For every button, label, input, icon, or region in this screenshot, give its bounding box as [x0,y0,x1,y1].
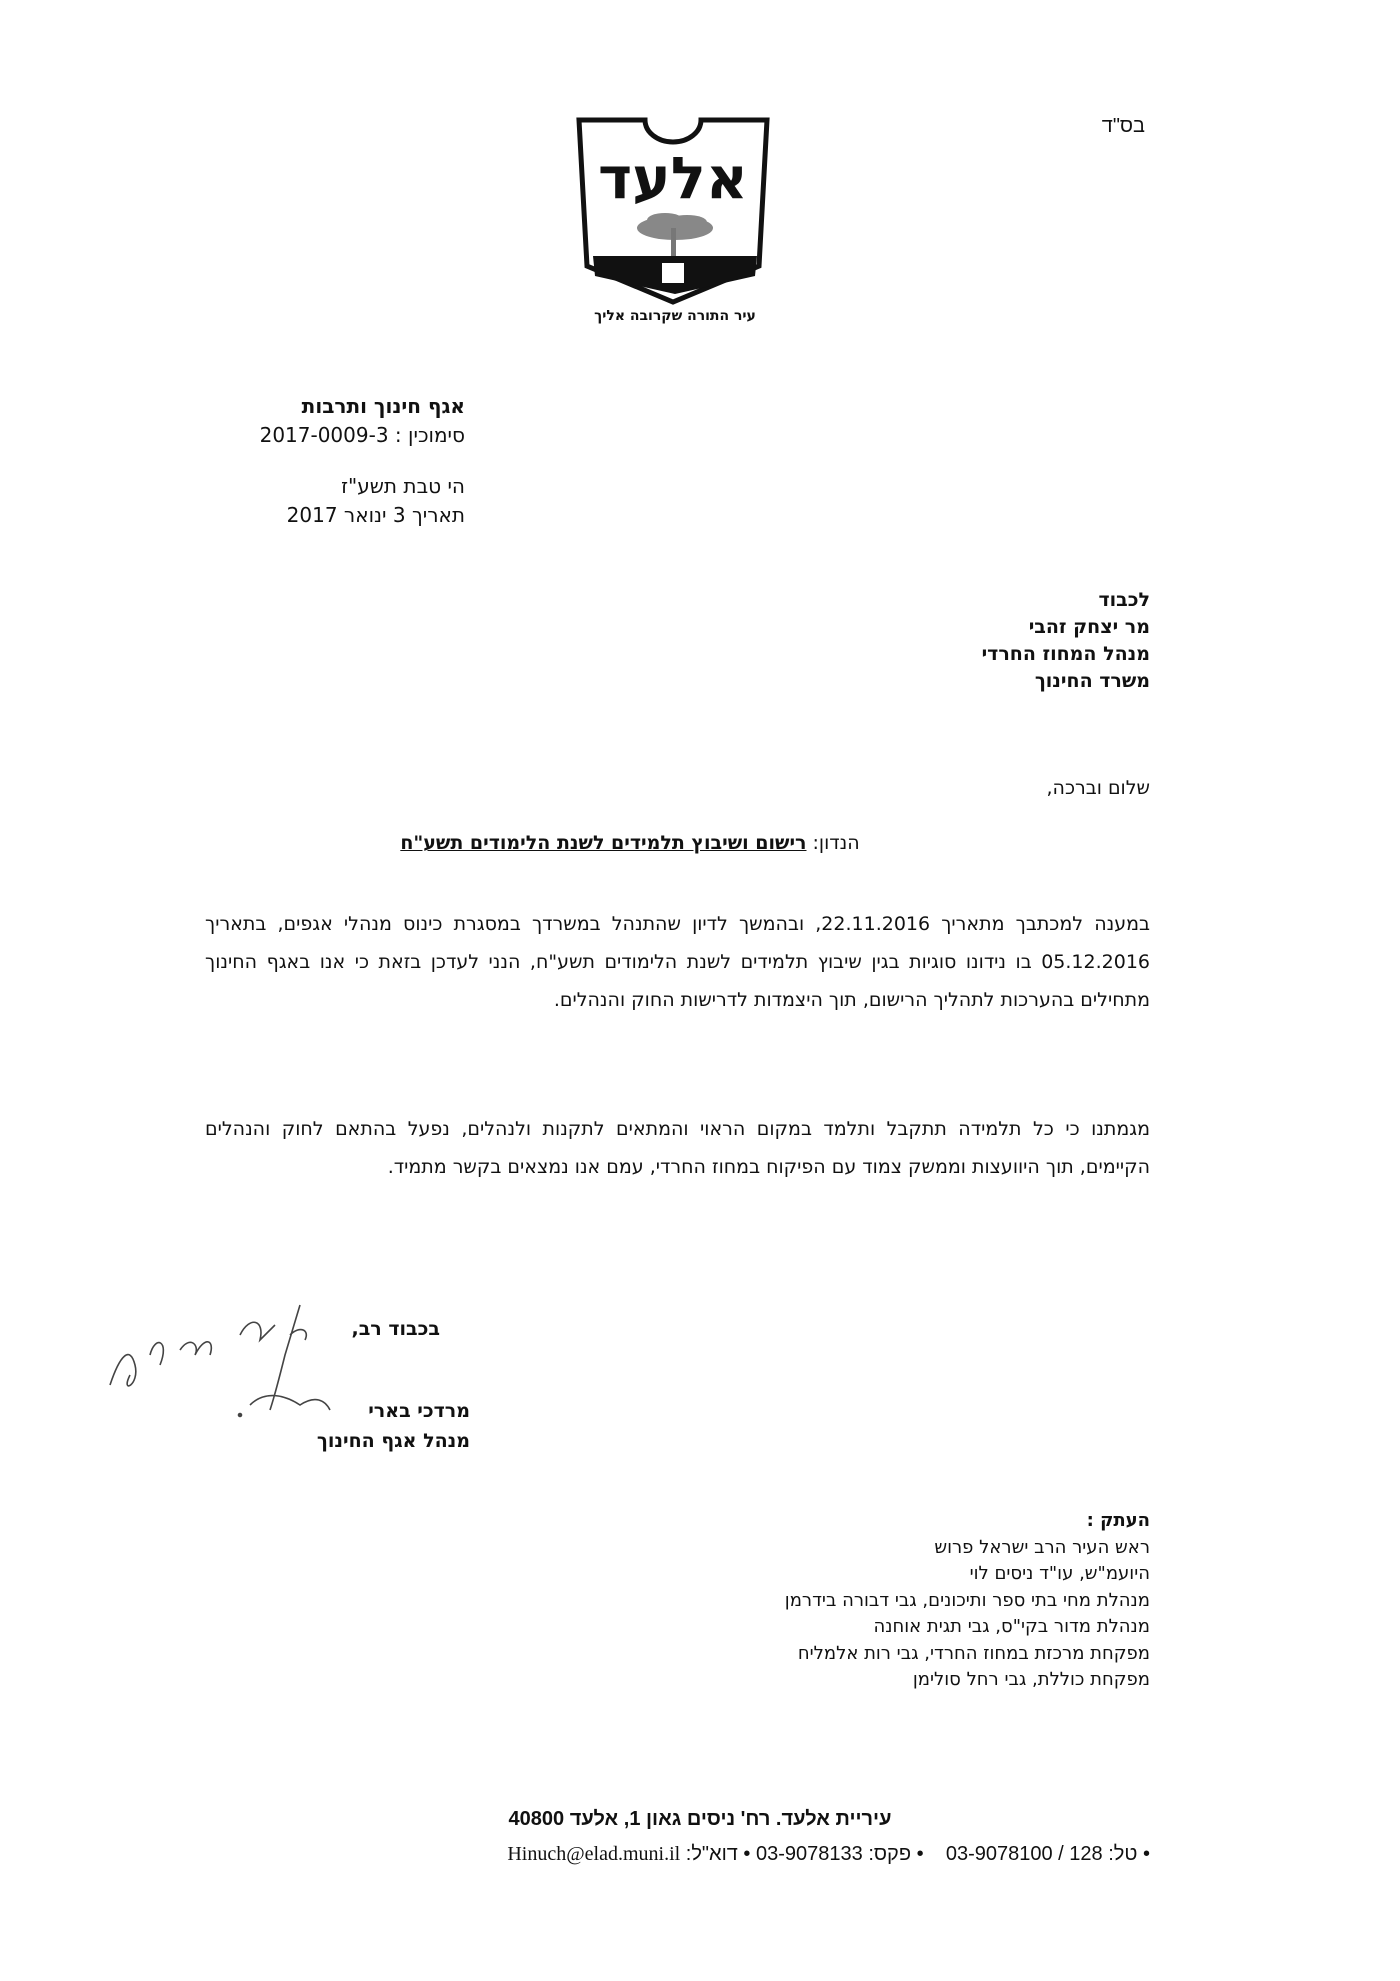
cc-line: היועמ"ש, עו"ד ניסים לוי [969,1563,1150,1584]
bullet-icon: • [1142,1843,1150,1865]
reference-number: סימוכין : 2017-0009-3 [259,423,465,447]
bsd-header: בס"ד [1101,115,1145,137]
cc-block [785,1508,1150,1694]
greeting: שלום וברכה, [1046,777,1150,799]
cc-line: מנהלת מדור בקי"ס, גבי תגית אוחנה [873,1616,1150,1637]
cc-label: העתק : [1086,1510,1150,1531]
cc-line: ראש העיר הרב ישראל פרוש [934,1536,1150,1558]
sender-block [205,392,465,530]
fax-number: 03-9078133 [756,1843,863,1865]
closing: בכבוד רב, [351,1318,440,1340]
email-label: דוא"ל: [685,1843,738,1865]
recipient-block [982,587,1150,695]
bullet-icon: • [916,1843,924,1865]
fax-label: פקס: [868,1843,912,1865]
elad-logo [575,116,775,306]
subject-label: הנדון: [812,832,860,854]
recipient-line: מר יצחק זהבי [1028,616,1150,638]
cc-line: מפקחת מרכזת במחוז החרדי, גבי רות אלמליח [797,1642,1150,1664]
department-name: אגף חינוך ותרבות [301,394,465,418]
bullet-icon: • [743,1843,751,1865]
body-paragraph-1: במענה למכתבך מתאריך 22.11.2016, ובהמשך לדיון שהתנהל במשרדך במסגרת כינוס מנהלי אגפים, בתאריך 05.12.2016 בו נידונו סוגיות בגין שיבוץ תלמידים לשנת הלימודים תשע"ח, הנני לעדכן בזאת כי אנו באגף החינוך מתחילים בהערכות לתהליך הרישום, תוך היצמדות לדרישות החוק והנהלים. [205,913,1150,1011]
logo-tagline: עיר התורה שקרובה אליך [594,308,756,324]
cc-line: מנהלת מחי בתי ספר ותיכונים, גבי דבורה בידרמן [784,1589,1150,1611]
recipient-line: משרד החינוך [1034,670,1150,692]
signer-title: מנהל אגף החינוך [316,1430,470,1452]
email-link[interactable]: Hinuch@elad.muni.il [507,1843,681,1865]
footer-address: עיריית אלעד. רח' ניסים גאון 1, אלעד 40800 [508,1808,892,1830]
subject-text: רישום ושיבוץ תלמידים לשנת הלימודים תשע"ח [400,832,807,854]
footer-contacts [250,1843,1150,1866]
hebrew-date: הי טבת תשע"ז [341,474,465,498]
phone-number: 03-9078100 / 128 [945,1843,1103,1865]
phone-label: טל: [1108,1843,1138,1865]
svg-text:אלעד: אלעד [597,144,749,212]
recipient-line: לכבוד [1098,589,1150,611]
subject-line [300,832,960,854]
signer-block [150,1396,470,1456]
letter-date: תאריך 3 ינואר 2017 [286,503,465,527]
body-paragraph-2: מגמתנו כי כל תלמידה תתקבל ותלמד במקום הראוי והמתאים לתקנות ולנהלים, נפעל בהתאם לחוק והנהלים הקיימים, תוך היוועצות וממשק צמוד עם הפיקוח במחוז החרדי, עמם אנו נמצאים בקשר מתמיד. [205,1118,1150,1178]
signer-name: מרדכי בארי [368,1400,470,1422]
cc-line: מפקחת כוללת, גבי רחל סולימן [912,1669,1150,1690]
recipient-line: מנהל המחוז החרדי [981,643,1150,665]
